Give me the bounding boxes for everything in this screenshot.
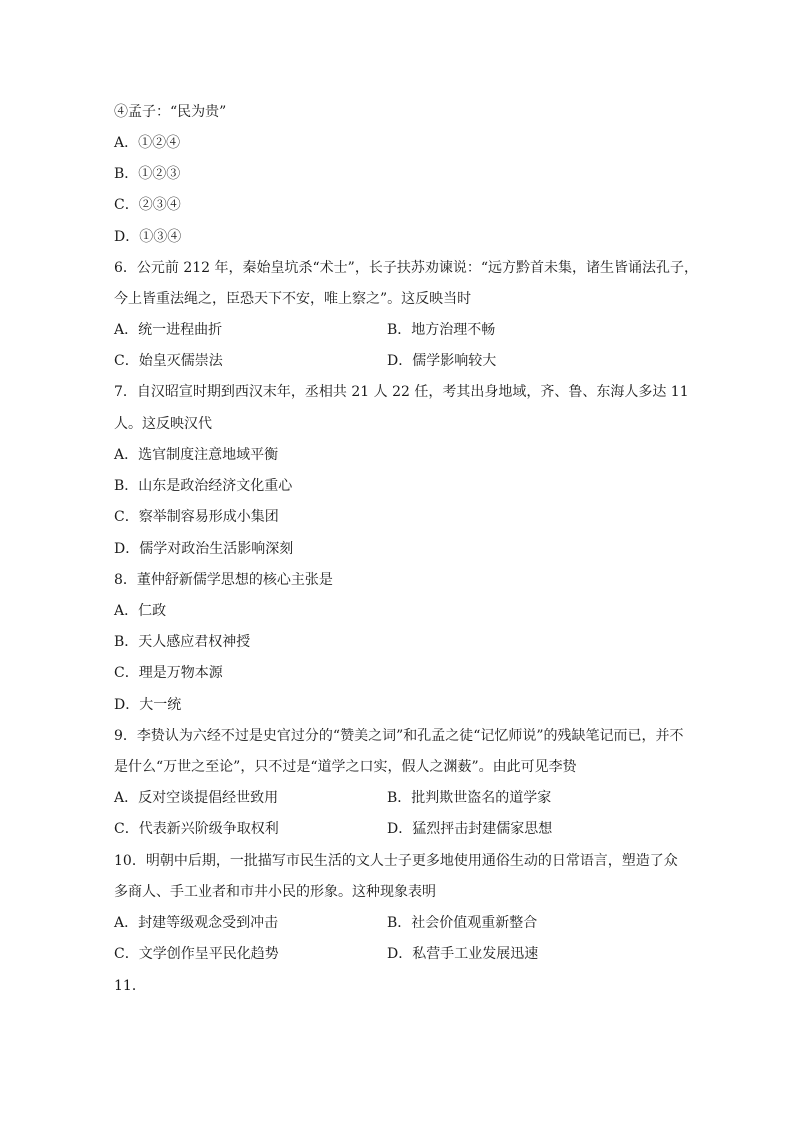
q11-stem-line-1: 11． — [114, 978, 146, 994]
q6-option-a: A．统一进程曲折 — [114, 322, 223, 338]
q6-option-b: B．地方治理不畅 — [387, 322, 496, 338]
q10-stem-line-2: 多商人、手工业者和市井小民的形象。这种现象表明 — [114, 884, 436, 900]
q5-option-a: A．①②④ — [114, 135, 181, 151]
q5-option-c: C．②③④ — [114, 197, 181, 213]
q6-stem-line-2: 今上皆重法绳之，臣恐天下不安，唯上察之”。这反映当时 — [114, 291, 472, 307]
q8-stem-line-1: 8．董仲舒新儒学思想的核心主张是 — [114, 572, 333, 588]
q9-option-b: B．批判欺世盗名的道学家 — [387, 790, 552, 806]
q6-stem-line-1: 6．公元前 212 年，秦始皇坑杀“术士”，长子扶苏劝谏说：“远方黔首未集，诸生皆诵法孔子， — [114, 260, 698, 276]
q10-option-c: C．文学创作呈平民化趋势 — [114, 946, 279, 962]
q7-stem-line-1: 7．自汉昭宣时期到西汉末年，丞相共 21 人 22 任，考其出身地域，齐、鲁、东海人多达 11 — [114, 384, 689, 400]
q9-option-d: D．猛烈抨击封建儒家思想 — [387, 821, 553, 837]
q6-option-d: D．儒学影响较大 — [387, 353, 497, 369]
q6-option-c: C．始皇灭儒崇法 — [114, 353, 223, 369]
q10-option-d: D．私营手工业发展迅速 — [387, 946, 539, 962]
q5-statement-4: ④孟子：“民为贵” — [114, 104, 227, 120]
q10-option-a: A．封建等级观念受到冲击 — [114, 915, 279, 931]
q7-option-c: C．察举制容易形成小集团 — [114, 509, 279, 525]
q9-stem-line-1: 9．李贽认为六经不过是史官过分的“赞美之词”和孔孟之徒“记忆师说”的残缺笔记而已，并不 — [114, 728, 684, 744]
q9-stem-line-2: 是什么“万世之至论”，只不过是“道学之口实，假人之渊薮”。由此可见李贽 — [114, 759, 577, 775]
q7-option-b: B．山东是政治经济文化重心 — [114, 478, 293, 494]
q5-option-d: D．①③④ — [114, 229, 182, 245]
q9-option-c: C．代表新兴阶级争取权利 — [114, 821, 279, 837]
q7-option-a: A．选官制度注意地域平衡 — [114, 447, 279, 463]
q8-option-c: C．理是万物本源 — [114, 665, 223, 681]
q5-option-b: B．①②③ — [114, 166, 181, 182]
q9-option-a: A．反对空谈提倡经世致用 — [114, 790, 279, 806]
q8-option-a: A．仁政 — [114, 603, 167, 619]
q8-option-b: B．天人感应君权神授 — [114, 634, 251, 650]
q10-stem-line-1: 10．明朝中后期，一批描写市民生活的文人士子更多地使用通俗生动的日常语言，塑造了众 — [114, 853, 678, 869]
q10-option-b: B．社会价值观重新整合 — [387, 915, 538, 931]
q7-option-d: D．儒学对政治生活影响深刻 — [114, 541, 294, 557]
q7-stem-line-2: 人。这反映汉代 — [114, 416, 212, 432]
q8-option-d: D．大一统 — [114, 697, 182, 713]
